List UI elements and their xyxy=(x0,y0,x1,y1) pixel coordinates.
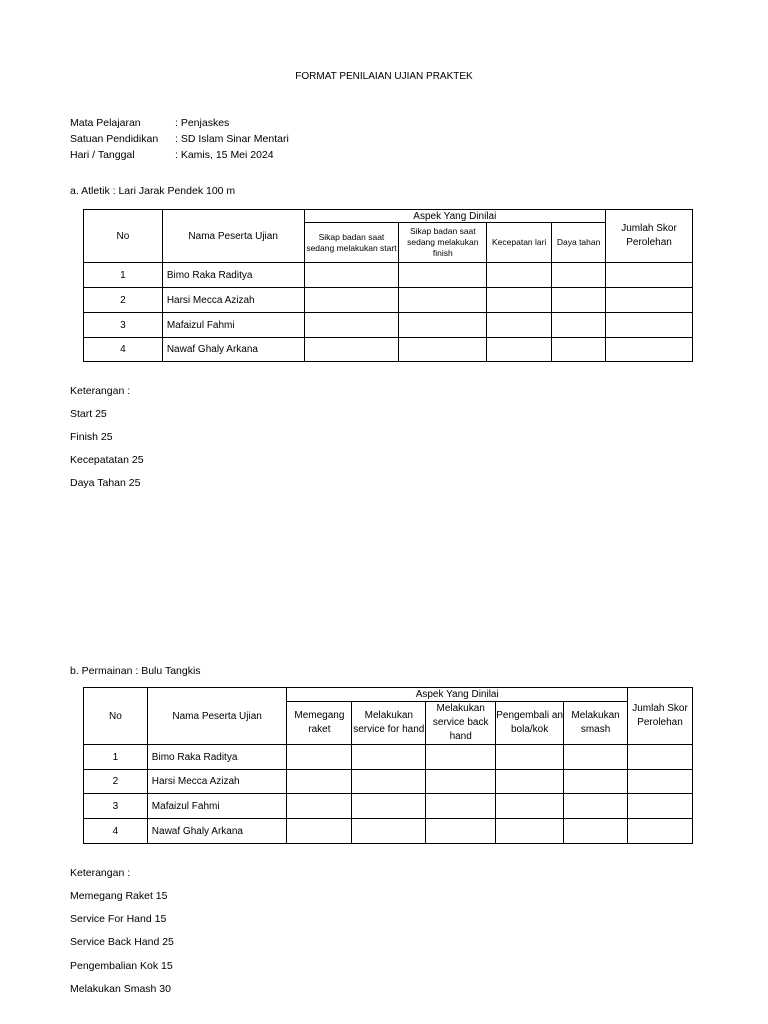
meta-value: : SD Islam Sinar Mentari xyxy=(175,133,289,145)
header-aspek: Aspek Yang Dinilai xyxy=(287,688,628,702)
header-aspek: Aspek Yang Dinilai xyxy=(304,210,606,223)
keterangan-a-item: Finish 25 xyxy=(70,431,113,443)
score-cell[interactable] xyxy=(496,745,564,770)
total-cell[interactable] xyxy=(606,288,693,313)
score-cell[interactable] xyxy=(287,770,352,794)
score-cell[interactable] xyxy=(399,263,487,288)
section-b-heading: b. Permainan : Bulu Tangkis xyxy=(70,665,201,677)
row-no: 1 xyxy=(84,745,148,770)
section-a-heading: a. Atletik : Lari Jarak Pendek 100 m xyxy=(70,185,236,197)
header-aspek-start: Sikap badan saat sedang melakukan start xyxy=(304,223,399,263)
score-cell[interactable] xyxy=(496,770,564,794)
header-aspek-kecepatan: Kecepatan lari xyxy=(487,223,552,263)
header-aspek-pengembalian: Pengembali an bola/kok xyxy=(496,702,564,745)
header-aspek-backhand: Melakukan service back hand xyxy=(426,702,496,745)
score-cell[interactable] xyxy=(399,338,487,362)
document-title: FORMAT PENILAIAN UJIAN PRAKTEK xyxy=(295,71,473,82)
total-cell[interactable] xyxy=(606,338,693,362)
meta-block xyxy=(70,115,289,163)
score-cell[interactable] xyxy=(287,819,352,844)
row-no: 3 xyxy=(84,313,163,338)
meta-value: : Penjaskes xyxy=(175,117,230,129)
score-cell[interactable] xyxy=(352,745,426,770)
table-row xyxy=(84,819,693,844)
meta-label: Mata Pelajaran xyxy=(70,117,141,129)
header-nama: Nama Peserta Ujian xyxy=(162,210,304,263)
row-nama: Harsi Mecca Azizah xyxy=(147,770,287,794)
keterangan-b-item: Memegang Raket 15 xyxy=(70,890,168,902)
row-nama: Nawaf Ghaly Arkana xyxy=(147,819,287,844)
row-no: 3 xyxy=(84,794,148,819)
table-row xyxy=(84,288,693,313)
row-no: 2 xyxy=(84,770,148,794)
score-cell[interactable] xyxy=(399,288,487,313)
score-cell[interactable] xyxy=(399,313,487,338)
header-jumlah: Jumlah Skor Perolehan xyxy=(628,688,693,745)
meta-row xyxy=(70,115,289,131)
score-cell[interactable] xyxy=(487,288,552,313)
row-no: 4 xyxy=(84,338,163,362)
score-cell[interactable] xyxy=(304,263,399,288)
table-a xyxy=(83,209,693,362)
meta-label: Hari / Tanggal xyxy=(70,149,135,161)
row-no: 2 xyxy=(84,288,163,313)
keterangan-a-label: Keterangan : xyxy=(70,385,131,397)
row-nama: Harsi Mecca Azizah xyxy=(162,288,304,313)
score-cell[interactable] xyxy=(564,770,628,794)
score-cell[interactable] xyxy=(352,819,426,844)
table-b xyxy=(83,687,693,844)
table-row xyxy=(84,745,693,770)
score-cell[interactable] xyxy=(487,338,552,362)
meta-row xyxy=(70,131,289,147)
header-aspek-daya-tahan: Daya tahan xyxy=(552,223,606,263)
score-cell[interactable] xyxy=(564,819,628,844)
score-cell[interactable] xyxy=(352,770,426,794)
score-cell[interactable] xyxy=(552,263,606,288)
row-no: 4 xyxy=(84,819,148,844)
score-cell[interactable] xyxy=(426,745,496,770)
score-cell[interactable] xyxy=(304,338,399,362)
keterangan-a-item: Daya Tahan 25 xyxy=(70,477,141,489)
total-cell[interactable] xyxy=(606,313,693,338)
score-cell[interactable] xyxy=(564,794,628,819)
score-cell[interactable] xyxy=(487,263,552,288)
score-cell[interactable] xyxy=(496,794,564,819)
score-cell[interactable] xyxy=(552,313,606,338)
header-aspek-raket: Memegang raket xyxy=(287,702,352,745)
keterangan-b-item: Service For Hand 15 xyxy=(70,913,167,925)
table-row xyxy=(84,263,693,288)
score-cell[interactable] xyxy=(564,745,628,770)
header-aspek-forehand: Melakukan service for hand xyxy=(352,702,426,745)
keterangan-a-item: Kecepatatan 25 xyxy=(70,454,144,466)
total-cell[interactable] xyxy=(628,770,693,794)
score-cell[interactable] xyxy=(496,819,564,844)
header-no: No xyxy=(84,210,163,263)
table-row xyxy=(84,794,693,819)
meta-label: Satuan Pendidikan xyxy=(70,133,159,145)
header-jumlah: Jumlah Skor Perolehan xyxy=(606,210,693,263)
keterangan-b-item: Melakukan Smash 30 xyxy=(70,983,171,995)
total-cell[interactable] xyxy=(628,794,693,819)
row-nama: Nawaf Ghaly Arkana xyxy=(162,338,304,362)
keterangan-b-item: Pengembalian Kok 15 xyxy=(70,960,173,972)
keterangan-b-label: Keterangan : xyxy=(70,867,131,879)
score-cell[interactable] xyxy=(287,745,352,770)
score-cell[interactable] xyxy=(352,794,426,819)
row-no: 1 xyxy=(84,263,163,288)
score-cell[interactable] xyxy=(304,288,399,313)
row-nama: Bimo Raka Raditya xyxy=(147,745,287,770)
header-no: No xyxy=(84,688,148,745)
header-aspek-smash: Melakukan smash xyxy=(564,702,628,745)
table-row xyxy=(84,770,693,794)
row-nama: Mafaizul Fahmi xyxy=(162,313,304,338)
row-nama: Mafaizul Fahmi xyxy=(147,794,287,819)
meta-value: : Kamis, 15 Mei 2024 xyxy=(175,149,274,161)
score-cell[interactable] xyxy=(487,313,552,338)
total-cell[interactable] xyxy=(628,819,693,844)
score-cell[interactable] xyxy=(426,770,496,794)
score-cell[interactable] xyxy=(552,338,606,362)
total-cell[interactable] xyxy=(606,263,693,288)
header-nama: Nama Peserta Ujian xyxy=(147,688,287,745)
score-cell[interactable] xyxy=(552,288,606,313)
score-cell[interactable] xyxy=(426,794,496,819)
table-row xyxy=(84,338,693,362)
score-cell[interactable] xyxy=(304,313,399,338)
keterangan-a-item: Start 25 xyxy=(70,408,107,420)
header-aspek-finish: Sikap badan saat sedang melakukan finish xyxy=(399,223,487,263)
meta-row xyxy=(70,147,289,163)
table-row xyxy=(84,313,693,338)
keterangan-b-item: Service Back Hand 25 xyxy=(70,936,174,948)
score-cell[interactable] xyxy=(426,819,496,844)
total-cell[interactable] xyxy=(628,745,693,770)
row-nama: Bimo Raka Raditya xyxy=(162,263,304,288)
score-cell[interactable] xyxy=(287,794,352,819)
